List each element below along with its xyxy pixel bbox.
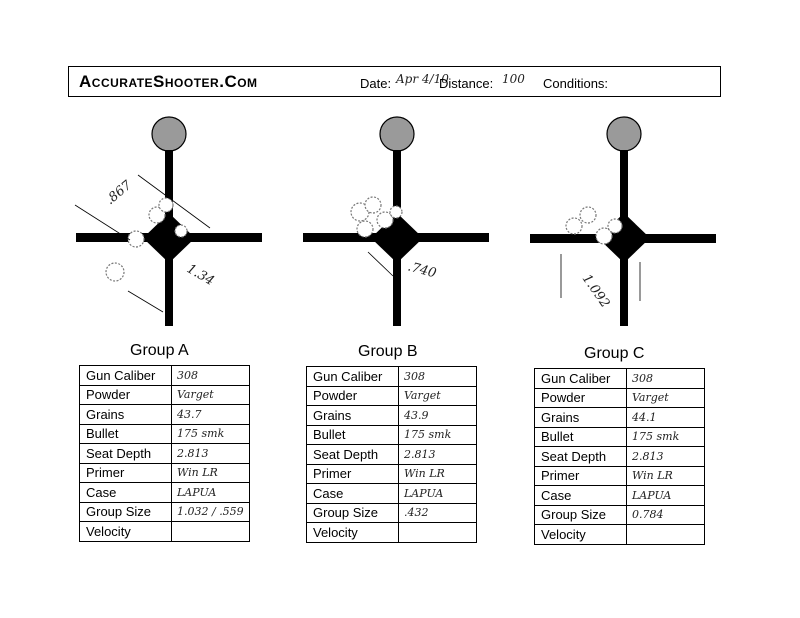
table-row bbox=[80, 385, 250, 405]
table-row bbox=[80, 405, 250, 425]
table-row bbox=[307, 406, 477, 426]
row-value: Win LR bbox=[627, 466, 705, 486]
table-row bbox=[307, 464, 477, 484]
group-a-title: Group A bbox=[130, 342, 189, 359]
row-label: Seat Depth bbox=[307, 445, 399, 465]
table-row bbox=[535, 525, 705, 545]
aim-dot bbox=[380, 117, 414, 151]
row-value bbox=[172, 522, 250, 542]
group-c-table bbox=[534, 368, 705, 545]
row-value: 175 smk bbox=[399, 425, 477, 445]
row-value: Varget bbox=[399, 386, 477, 406]
row-label: Primer bbox=[307, 464, 399, 484]
group-c-title: Group C bbox=[584, 345, 645, 362]
table-row bbox=[80, 444, 250, 464]
date-value: Apr 4/10 bbox=[396, 72, 449, 86]
row-value: Win LR bbox=[172, 463, 250, 483]
group-b-title: Group B bbox=[358, 343, 418, 360]
table-row bbox=[80, 366, 250, 386]
row-value: 1.032 / .559 bbox=[172, 502, 250, 522]
table-row bbox=[307, 445, 477, 465]
row-value bbox=[627, 525, 705, 545]
table-row bbox=[535, 408, 705, 428]
group-a-table bbox=[79, 365, 250, 542]
table-row bbox=[535, 486, 705, 506]
row-label: Primer bbox=[535, 466, 627, 486]
table-row bbox=[535, 427, 705, 447]
target-c bbox=[530, 117, 716, 326]
row-value: 175 smk bbox=[627, 427, 705, 447]
annotation-c1: 1.092 bbox=[578, 271, 613, 311]
row-label: Seat Depth bbox=[535, 447, 627, 467]
date-label: Date: bbox=[360, 76, 392, 91]
aim-dot bbox=[607, 117, 641, 151]
row-value: 43.9 bbox=[399, 406, 477, 426]
table-row bbox=[307, 503, 477, 523]
row-label: Grains bbox=[535, 408, 627, 428]
row-label: Velocity bbox=[535, 525, 627, 545]
table-row bbox=[80, 522, 250, 542]
table-row bbox=[80, 424, 250, 444]
aim-dot bbox=[152, 117, 186, 151]
row-label: Group Size bbox=[307, 503, 399, 523]
row-value: 43.7 bbox=[172, 405, 250, 425]
row-value: 308 bbox=[627, 369, 705, 389]
row-label: Case bbox=[307, 484, 399, 504]
table-row bbox=[80, 502, 250, 522]
row-label: Powder bbox=[80, 385, 172, 405]
table-row bbox=[535, 466, 705, 486]
row-value: LAPUA bbox=[399, 484, 477, 504]
target-a bbox=[75, 117, 262, 326]
table-row bbox=[535, 447, 705, 467]
row-label: Powder bbox=[307, 386, 399, 406]
conditions-label: Conditions: bbox=[543, 76, 609, 91]
row-label: Case bbox=[535, 486, 627, 506]
row-label: Gun Caliber bbox=[535, 369, 627, 389]
annotation-a2: 1.34 bbox=[184, 261, 217, 289]
table-row bbox=[307, 386, 477, 406]
row-label: Velocity bbox=[80, 522, 172, 542]
row-value bbox=[399, 523, 477, 543]
row-label: Gun Caliber bbox=[80, 366, 172, 386]
table-row bbox=[535, 388, 705, 408]
distance-label: Distance: bbox=[439, 76, 494, 91]
row-label: Bullet bbox=[307, 425, 399, 445]
table-row bbox=[535, 369, 705, 389]
row-value: LAPUA bbox=[172, 483, 250, 503]
row-label: Primer bbox=[80, 463, 172, 483]
row-value: 2.813 bbox=[399, 445, 477, 465]
row-label: Velocity bbox=[307, 523, 399, 543]
table-row bbox=[80, 483, 250, 503]
row-label: Gun Caliber bbox=[307, 367, 399, 387]
row-value: 44.1 bbox=[627, 408, 705, 428]
row-value: 2.813 bbox=[172, 444, 250, 464]
row-label: Case bbox=[80, 483, 172, 503]
row-value: LAPUA bbox=[627, 486, 705, 506]
distance-value: 100 bbox=[502, 72, 525, 86]
measure-line bbox=[368, 252, 393, 276]
table-row bbox=[307, 484, 477, 504]
row-value: Win LR bbox=[399, 464, 477, 484]
table-row bbox=[307, 425, 477, 445]
table-row bbox=[80, 463, 250, 483]
target-b bbox=[303, 117, 489, 326]
brand-title: AccurateShooter.Com bbox=[79, 72, 258, 91]
group-b-table bbox=[306, 366, 477, 543]
row-value: 308 bbox=[399, 367, 477, 387]
table-row bbox=[307, 367, 477, 387]
annotation-b1: .740 bbox=[405, 259, 438, 282]
row-value: 0.784 bbox=[627, 505, 705, 525]
row-label: Bullet bbox=[535, 427, 627, 447]
row-label: Grains bbox=[80, 405, 172, 425]
row-value: Varget bbox=[172, 385, 250, 405]
row-value: 2.813 bbox=[627, 447, 705, 467]
row-label: Powder bbox=[535, 388, 627, 408]
row-label: Seat Depth bbox=[80, 444, 172, 464]
row-label: Bullet bbox=[80, 424, 172, 444]
row-value: .432 bbox=[399, 503, 477, 523]
row-label: Group Size bbox=[80, 502, 172, 522]
row-value: 175 smk bbox=[172, 424, 250, 444]
table-row bbox=[307, 523, 477, 543]
annotation-a1: .867 bbox=[102, 177, 135, 209]
table-row bbox=[535, 505, 705, 525]
row-label: Grains bbox=[307, 406, 399, 426]
row-value: 308 bbox=[172, 366, 250, 386]
row-value: Varget bbox=[627, 388, 705, 408]
row-label: Group Size bbox=[535, 505, 627, 525]
